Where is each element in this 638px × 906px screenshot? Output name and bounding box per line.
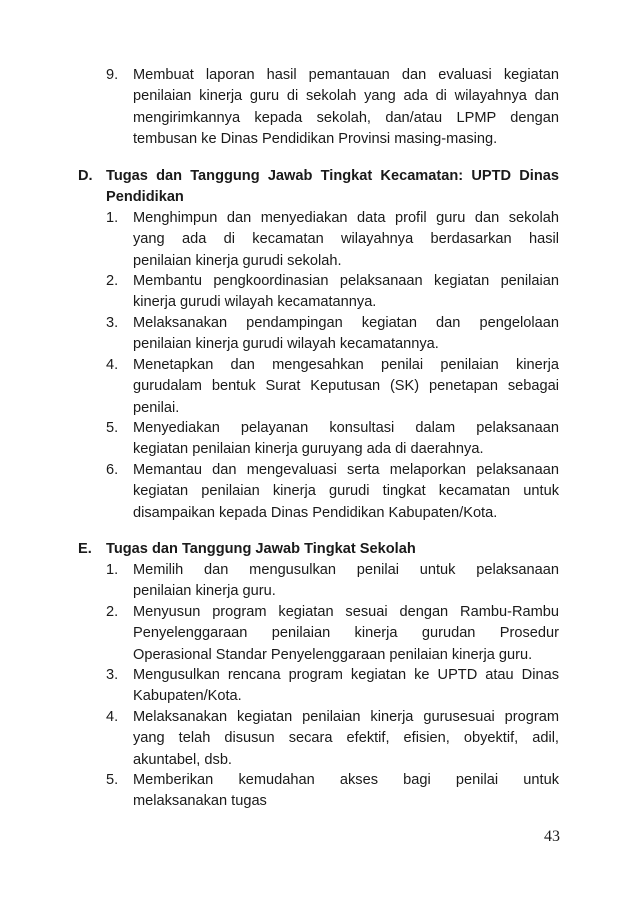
text-line: tembusan ke Dinas Pendidikan Provinsi masing-masing. (133, 130, 498, 147)
text-line: Menyediakan pelayanan konsultasi dalam pelaksanaan (133, 420, 559, 436)
list-item-text (133, 602, 559, 666)
list-item-text (133, 271, 559, 314)
text-line: disampaikan kepada Dinas Pendidikan Kabupaten/Kota. (133, 504, 498, 521)
section-letter: D. (78, 168, 93, 184)
text-line: akuntabel, dsb. (133, 751, 232, 768)
text-line: Menetapkan dan mengesahkan penilai penilaian kinerja (133, 357, 559, 373)
list-item-number: 4. (106, 709, 119, 725)
text-line: melaksanakan tugas (133, 793, 267, 810)
text-line: Menghimpun dan menyediakan data profil guru dan sekolah (133, 210, 559, 226)
list-item-number: 3. (106, 667, 119, 683)
page-number: 43 (544, 828, 560, 845)
heading-line: Tugas dan Tanggung Jawab Tingkat Sekolah (106, 541, 416, 557)
text-line: Melaksanakan pendampingan kegiatan dan pengelolaan (133, 315, 559, 331)
text-line: penilai. (133, 399, 180, 416)
text-line: yang telah disusun secara efektif, efisien, obyektif, adil, (133, 730, 559, 747)
list-item-text (133, 770, 559, 813)
text-line: penilaian kinerja guru di sekolah yang ada di wilayahnya dan (133, 88, 559, 105)
heading-line: Tugas dan Tanggung Jawab Tingkat Kecamatan: UPTD Dinas (106, 168, 559, 184)
text-line: kegiatan penilaian kinerja guruyang ada di daerahnya. (133, 441, 484, 458)
text-line: Memilih dan mengusulkan penilai untuk pelaksanaan (133, 562, 559, 578)
text-line: Penyelenggaraan penilaian kinerja gurudan Prosedur (133, 625, 559, 642)
text-line: kinerja gurudi wilayah kecamatannya. (133, 294, 377, 311)
text-line: Membantu pengkoordinasian pelaksanaan kegiatan penilaian (133, 273, 559, 289)
list-item-number: 1. (106, 210, 119, 226)
text-line: penilaian kinerja gurudi sekolah. (133, 252, 342, 269)
text-line: penilaian kinerja gurudi wilayah kecamatannya. (133, 336, 439, 353)
list-item-text (133, 65, 559, 150)
text-line: Menyusun program kegiatan sesuai dengan Rambu-Rambu (133, 604, 559, 620)
list-item-number: 2. (106, 604, 119, 620)
text-line: yang ada di kecamatan wilayahnya berdasarkan hasil (133, 231, 559, 248)
list-item-text (133, 418, 559, 461)
list-item-number: 1. (106, 562, 119, 578)
text-line: Mengusulkan rencana program kegiatan ke UPTD atau Dinas (133, 667, 559, 683)
section-heading (106, 539, 559, 560)
text-line: Melaksanakan kegiatan penilaian kinerja gurusesuai program (133, 709, 559, 725)
text-line: kegiatan penilaian kinerja gurudi tingkat kecamatan untuk (133, 483, 559, 500)
text-line: Memantau dan mengevaluasi serta melaporkan pelaksanaan (133, 462, 559, 478)
text-line: penilaian kinerja guru. (133, 583, 276, 600)
list-item-text (133, 460, 559, 524)
heading-line: Pendidikan (106, 189, 184, 206)
list-item-number: 4. (106, 357, 119, 373)
list-item-text (133, 560, 559, 603)
list-item-number: 9. (106, 67, 119, 83)
text-line: mengirimkannya kepada sekolah, dan/atau LPMP dengan (133, 109, 559, 126)
text-line: Operasional Standar Penyelenggaraan penilaian kinerja guru. (133, 646, 533, 663)
list-item-number: 3. (106, 315, 119, 331)
list-item-text (133, 313, 559, 356)
list-item-text (133, 208, 559, 272)
text-line: Kabupaten/Kota. (133, 688, 242, 705)
list-item-text (133, 707, 559, 771)
list-item-text (133, 665, 559, 708)
list-item-text (133, 355, 559, 419)
list-item-number: 5. (106, 420, 119, 436)
text-line: Membuat laporan hasil pemantauan dan evaluasi kegiatan (133, 67, 559, 83)
text-line: gurudalam bentuk Surat Keputusan (SK) penetapan sebagai (133, 378, 559, 395)
section-heading (106, 166, 559, 209)
section-letter: E. (78, 541, 92, 557)
list-item-number: 5. (106, 772, 119, 788)
list-item-number: 2. (106, 273, 119, 289)
list-item-number: 6. (106, 462, 119, 478)
text-line: Memberikan kemudahan akses bagi penilai untuk (133, 772, 559, 788)
